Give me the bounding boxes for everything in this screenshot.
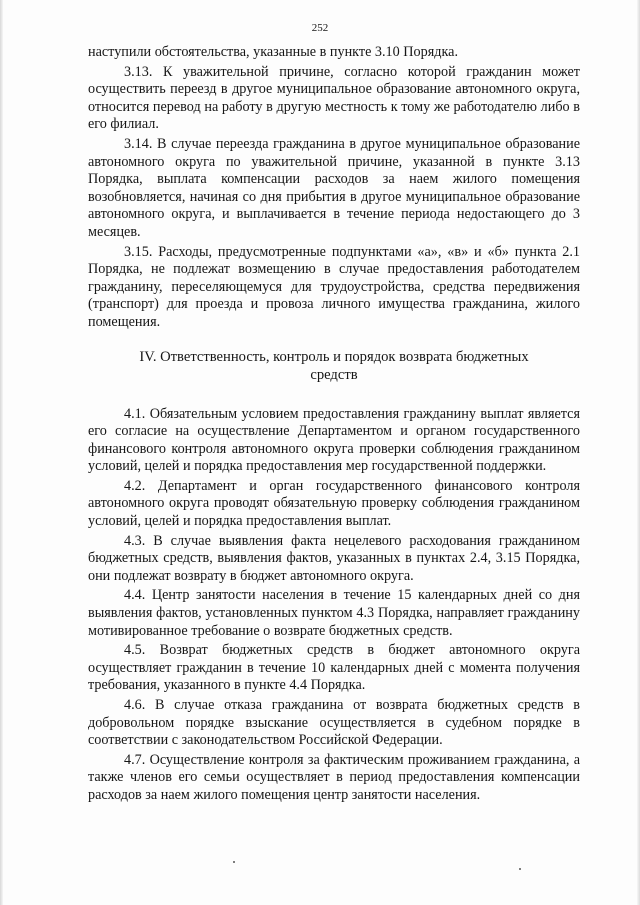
scan-edge-left — [0, 0, 3, 905]
section-heading-line-2: средств — [310, 366, 358, 383]
paragraph: наступили обстоятельства, указанные в пункте 3.10 Порядка. — [88, 44, 458, 60]
paragraph: 4.2. Департамент и орган государственного финансового контроля автономного округа проводят обязательную проверку соблюдения гражданином условий, целей и порядка предоставления выплат. — [88, 477, 580, 530]
section-heading — [88, 348, 580, 384]
paragraph: 3.15. Расходы, предусмотренные подпунктами «а», «в» и «б» пункта 2.1 Порядка, не подлежат возмещению в случае предоставления работодателем гражданину, переселяющемуся для трудоустройства, средства передвижения (транспорт) для проезда и провоза личного имущества гражданина, жилого помещения. — [88, 243, 580, 330]
paragraph: 4.7. Осуществление контроля за фактическим проживанием гражданина, а также членов его семьи осуществляет в период предоставления компенсации расходов за наем жилого помещения центр занятости населения. — [88, 751, 580, 803]
scan-speck — [233, 861, 235, 863]
paragraph: 3.13. К уважительной причине, согласно которой гражданин может осуществить переезд в другое муниципальное образование автономного округа, относится перевод на работу в другую местность к тому же работодателю либо в его филиал. — [88, 63, 580, 133]
paragraph: 4.1. Обязательным условием предоставления гражданину выплат является его согласие на осуществление Департаментом и органом государственного финансового контроля автономного округа проверки соблюдения гражданином условий, целей и порядка предоставления мер государственной поддержки. — [88, 405, 580, 475]
paragraph: 4.3. В случае выявления факта нецелевого расходования гражданином бюджетных средств, выявления фактов, указанных в пунктах 2.4, 3.15 Порядка, они подлежат возврату в бюджет автономного округа. — [88, 532, 580, 584]
paragraph: 4.4. Центр занятости населения в течение 15 календарных дней со дня выявления фактов, установленных пунктом 4.3 Порядка, направляет гражданину мотивированное требование о возврате бюджетных средств. — [88, 587, 580, 639]
paragraph: 4.6. В случае отказа гражданина от возврата бюджетных средств в добровольном порядке взыскание осуществляется в судебном порядке в соответствии с законодательством Российской Федерации. — [88, 697, 580, 749]
paragraph: 3.14. В случае переезда гражданина в другое муниципальное образование автономного округа по уважительной причине, указанной в пункте 3.13 Порядка, выплата компенсации расходов за наем жилого помещения возобновляется, начиная со дня прибытия в другое муниципальное образование автономного округа, и выплачивается в течение периода недостающего до 3 месяцев. — [88, 135, 580, 240]
paragraphs-before-section — [88, 44, 580, 332]
document-body — [88, 44, 580, 805]
page-number: 252 — [311, 22, 329, 34]
section-heading-line-1: IV. Ответственность, контроль и порядок возврата бюджетных — [139, 348, 529, 365]
scan-speck — [519, 868, 521, 870]
paragraphs-after-section — [88, 406, 580, 805]
paragraph: 4.5. Возврат бюджетных средств в бюджет автономного округа осуществляет гражданин в течение 10 календарных дней с момента получения требования, указанного в пункте 4.4 Порядка. — [88, 642, 580, 694]
